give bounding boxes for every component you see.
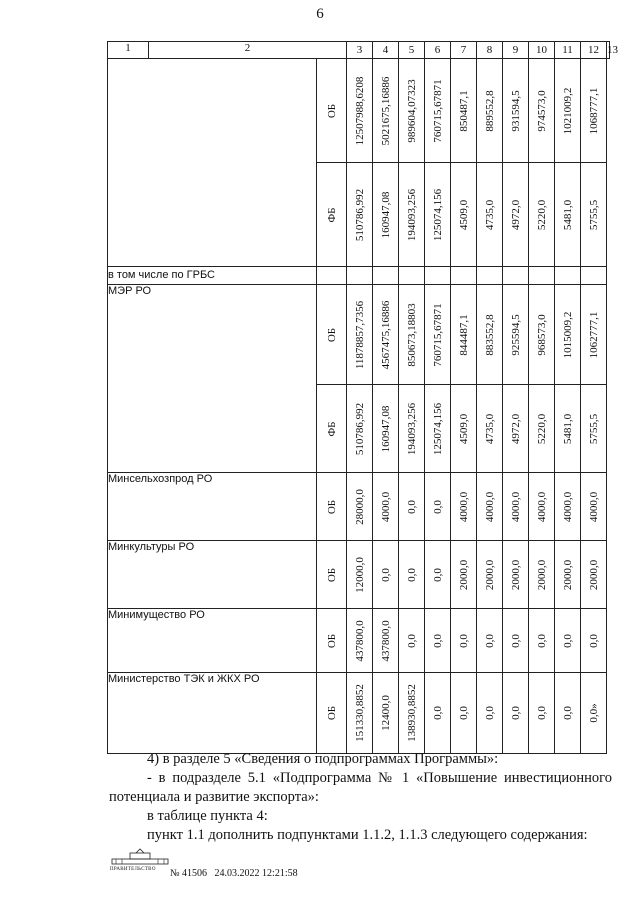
value-cell-col-12 — [555, 541, 581, 609]
minimush-name: Минимущество РО — [108, 609, 317, 673]
header-col-4: 4 — [373, 42, 399, 59]
budget-code-cell-text: ОБ — [325, 499, 338, 514]
value-cell-col-12 — [555, 673, 581, 754]
value-cell-col-8-text: 4509,0 — [457, 199, 470, 230]
value-cell-col-4-text: 12000,0 — [353, 556, 366, 593]
value-cell-col-4-text: 510786,992 — [353, 188, 366, 241]
value-cell-col-7 — [425, 609, 451, 673]
government-building-icon — [110, 849, 170, 867]
value-cell-col-7-text: 125074,156 — [431, 402, 444, 455]
value-cell-col-10-text: 931594,5 — [509, 89, 522, 132]
value-cell-col-4-text: 510786,992 — [353, 402, 366, 455]
value-cell-col-13-text: 2000,0 — [587, 559, 600, 590]
value-cell-col-10-text: 925594,5 — [509, 313, 522, 356]
value-cell-col-8-text: 850487,1 — [457, 89, 470, 132]
value-cell-col-8-text: 0,0 — [457, 706, 470, 720]
budget-code-cell — [317, 163, 347, 267]
value-cell-col-6 — [399, 59, 425, 163]
minselhoz-row — [108, 473, 610, 541]
value-cell-col-13 — [581, 473, 607, 541]
total-ob-row — [108, 59, 610, 163]
value-cell-col-8-text: 4000,0 — [457, 491, 470, 522]
value-cell-col-6-text: 0,0 — [405, 633, 418, 648]
value-cell-col-9-text: 4735,0 — [483, 199, 496, 230]
value-cell-col-5-text: 5021675,16886 — [379, 76, 392, 145]
value-cell-col-11 — [529, 385, 555, 473]
logo-caption: ПРАВИТЕЛЬСТВО — [110, 867, 156, 872]
value-cell-col-10-text: 0,0 — [509, 633, 522, 648]
budget-code-cell — [317, 59, 347, 163]
value-cell-col-5-text: 0,0 — [379, 567, 392, 582]
value-cell-col-12-text: 0,0 — [561, 633, 574, 648]
value-cell-col-12-text: 4000,0 — [561, 491, 574, 522]
value-cell-col-11-text: 974573,0 — [535, 89, 548, 132]
value-cell-col-13-text: 1068777,1 — [587, 87, 600, 134]
value-cell-col-5 — [373, 385, 399, 473]
value-cell-col-13-text: 5755,5 — [587, 199, 600, 230]
value-cell-col-6-text: 850673,18803 — [405, 302, 418, 367]
value-cell-col-12 — [555, 163, 581, 267]
value-cell-col-13 — [581, 163, 607, 267]
value-cell-col-9-text: 0,0 — [483, 633, 496, 648]
value-cell-col-11 — [529, 673, 555, 754]
value-cell-col-12-text: 5481,0 — [561, 413, 574, 444]
budget-code-cell — [317, 673, 347, 754]
value-cell-col-8-text: 844487,1 — [457, 313, 470, 356]
document-stamp — [170, 868, 298, 879]
value-cell-col-6 — [399, 285, 425, 385]
minkult-name: Минкультуры РО — [108, 541, 317, 609]
value-cell-col-10-text: 0,0 — [509, 706, 522, 720]
value-cell-col-7-text: 760715,67871 — [431, 78, 444, 143]
value-cell-col-12 — [555, 473, 581, 541]
value-cell-col-11-text: 5220,0 — [535, 199, 548, 230]
value-cell-col-7-text: 0,0 — [431, 499, 444, 514]
header-col-8: 8 — [477, 42, 503, 59]
value-cell-col-7-text: 125074,156 — [431, 188, 444, 241]
value-cell-col-11 — [529, 609, 555, 673]
value-cell-col-6-text: 989604,07323 — [405, 78, 418, 143]
value-cell-col-13-text: 1062777,1 — [587, 311, 600, 358]
value-cell-col-12-text: 5481,0 — [561, 199, 574, 230]
value-cell-col-9 — [477, 163, 503, 267]
value-cell-col-10-text: 4972,0 — [509, 413, 522, 444]
value-cell-col-12-text: 2000,0 — [561, 559, 574, 590]
value-cell-col-5-text: 160947,08 — [379, 191, 392, 238]
value-cell-col-9-text: 889552,8 — [483, 89, 496, 132]
header-col-7: 7 — [451, 42, 477, 59]
budget-code-cell — [317, 385, 347, 473]
mintek-row — [108, 673, 610, 754]
value-cell-col-11 — [529, 163, 555, 267]
value-cell-col-7-text: 0,0 — [431, 567, 444, 582]
value-cell-col-5-text: 12400,0 — [379, 695, 392, 731]
value-cell-col-9 — [477, 473, 503, 541]
header-col-2: 2 — [244, 42, 251, 54]
value-cell-col-4 — [347, 385, 373, 473]
value-cell-col-5 — [373, 541, 399, 609]
header-col-12: 12 — [581, 42, 607, 59]
value-cell-col-9-text: 4000,0 — [483, 491, 496, 522]
paragraph-3: в таблице пункта 4: — [147, 808, 268, 824]
budget-table — [107, 41, 618, 754]
value-cell-col-5 — [373, 673, 399, 754]
grbs-row — [108, 267, 610, 285]
value-cell-col-4-text: 151330,8852 — [353, 684, 366, 742]
value-cell-col-8-text: 2000,0 — [457, 559, 470, 590]
value-cell-col-10-text: 4972,0 — [509, 199, 522, 230]
value-cell-col-13 — [581, 541, 607, 609]
paragraph-2: - в подразделе 5.1 «Подпрограмма № 1 «Повышение инвестиционного потенциала и развитие экспорта»: — [109, 770, 612, 805]
value-cell-col-4 — [347, 473, 373, 541]
total-name-cell — [108, 59, 317, 267]
value-cell-col-13 — [581, 385, 607, 473]
value-cell-col-6 — [399, 473, 425, 541]
value-cell-col-5-text: 160947,08 — [379, 405, 392, 452]
header-col-1: 1 — [108, 42, 149, 58]
value-cell-col-12-text: 1015009,2 — [561, 311, 574, 358]
value-cell-col-9-text: 2000,0 — [483, 559, 496, 590]
budget-code-cell-text: ОБ — [325, 705, 338, 721]
value-cell-col-7 — [425, 673, 451, 754]
value-cell-col-9 — [477, 673, 503, 754]
value-cell-col-7 — [425, 59, 451, 163]
value-cell-col-13-text: 0,0» — [587, 703, 600, 723]
value-cell-col-6-text: 138930,8852 — [405, 684, 418, 742]
minkult-row — [108, 541, 610, 609]
value-cell-col-5 — [373, 285, 399, 385]
header-row — [108, 42, 610, 59]
budget-code-cell-text: ОБ — [325, 633, 338, 648]
value-cell-col-9 — [477, 59, 503, 163]
budget-code-cell — [317, 609, 347, 673]
value-cell-col-10 — [503, 473, 529, 541]
value-cell-col-10 — [503, 285, 529, 385]
value-cell-col-10 — [503, 59, 529, 163]
value-cell-col-10-text: 2000,0 — [509, 559, 522, 590]
header-col-5: 5 — [399, 42, 425, 59]
value-cell-col-8-text: 0,0 — [457, 633, 470, 648]
value-cell-col-11-text: 968573,0 — [535, 313, 548, 356]
value-cell-col-7 — [425, 473, 451, 541]
value-cell-col-9 — [477, 609, 503, 673]
doc-date: 24.03.2022 12:21:58 — [214, 868, 298, 879]
header-col-10: 10 — [529, 42, 555, 59]
mer-name: МЭР РО — [108, 285, 317, 473]
value-cell-col-10 — [503, 609, 529, 673]
value-cell-col-13 — [581, 285, 607, 385]
value-cell-col-13-text: 0,0 — [587, 633, 600, 648]
grbs-label: в том числе по ГРБС — [108, 267, 317, 285]
minimush-row — [108, 609, 610, 673]
value-cell-col-8 — [451, 163, 477, 267]
header-col-13: 13 — [607, 42, 610, 59]
value-cell-col-9 — [477, 541, 503, 609]
mer-ob-row — [108, 285, 610, 385]
value-cell-col-12 — [555, 285, 581, 385]
value-cell-col-6 — [399, 541, 425, 609]
value-cell-col-8 — [451, 285, 477, 385]
mintek-name: Министерство ТЭК и ЖКХ РО — [108, 673, 317, 754]
value-cell-col-11 — [529, 285, 555, 385]
value-cell-col-7 — [425, 163, 451, 267]
value-cell-col-12 — [555, 59, 581, 163]
value-cell-col-9-text: 4735,0 — [483, 413, 496, 444]
value-cell-col-7 — [425, 285, 451, 385]
value-cell-col-10 — [503, 163, 529, 267]
value-cell-col-5 — [373, 59, 399, 163]
value-cell-col-6-text: 194093,256 — [405, 402, 418, 455]
value-cell-col-4-text: 12507988,6208 — [353, 76, 366, 145]
value-cell-col-4-text: 28000,0 — [353, 488, 366, 525]
value-cell-col-12 — [555, 609, 581, 673]
value-cell-col-7 — [425, 541, 451, 609]
value-cell-col-10 — [503, 673, 529, 754]
value-cell-col-9 — [477, 385, 503, 473]
paragraph-1: 4) в разделе 5 «Сведения о подпрограммах Программы»: — [147, 751, 499, 767]
minselhoz-name: Минсельхозпрод РО — [108, 473, 317, 541]
value-cell-col-5 — [373, 609, 399, 673]
value-cell-col-8 — [451, 541, 477, 609]
value-cell-col-8 — [451, 385, 477, 473]
value-cell-col-7-text: 0,0 — [431, 633, 444, 648]
value-cell-col-4 — [347, 285, 373, 385]
value-cell-col-6-text: 0,0 — [405, 567, 418, 582]
page-number: 6 — [316, 6, 324, 22]
value-cell-col-6-text: 194093,256 — [405, 188, 418, 241]
value-cell-col-10 — [503, 541, 529, 609]
header-col-6: 6 — [425, 42, 451, 59]
value-cell-col-4 — [347, 59, 373, 163]
value-cell-col-11-text: 5220,0 — [535, 413, 548, 444]
value-cell-col-12-text: 1021009,2 — [561, 87, 574, 134]
value-cell-col-4-text: 11878857,7356 — [353, 300, 366, 369]
value-cell-col-10 — [503, 385, 529, 473]
value-cell-col-9-text: 0,0 — [483, 706, 496, 720]
value-cell-col-7 — [425, 385, 451, 473]
budget-code-cell — [317, 541, 347, 609]
value-cell-col-7-text: 0,0 — [431, 706, 444, 720]
value-cell-col-4 — [347, 609, 373, 673]
header-col-9: 9 — [503, 42, 529, 59]
value-cell-col-13-text: 4000,0 — [587, 491, 600, 522]
value-cell-col-6 — [399, 163, 425, 267]
value-cell-col-9 — [477, 285, 503, 385]
value-cell-col-5-text: 437800,0 — [379, 619, 392, 662]
value-cell-col-6 — [399, 385, 425, 473]
value-cell-col-11-text: 4000,0 — [535, 491, 548, 522]
budget-code-cell — [317, 285, 347, 385]
budget-code-cell — [317, 473, 347, 541]
body-text — [109, 750, 612, 845]
value-cell-col-4-text: 437800,0 — [353, 619, 366, 662]
value-cell-col-13 — [581, 609, 607, 673]
doc-number: № 41506 — [170, 868, 208, 879]
value-cell-col-11 — [529, 541, 555, 609]
value-cell-col-12-text: 0,0 — [561, 706, 574, 720]
budget-code-cell-text: ОБ — [325, 103, 338, 118]
value-cell-col-13-text: 5755,5 — [587, 413, 600, 444]
value-cell-col-6-text: 0,0 — [405, 499, 418, 514]
paragraph-4: пункт 1.1 дополнить подпунктами 1.1.2, 1.1.3 следующего содержания: — [147, 827, 588, 843]
budget-code-cell-text: ФБ — [325, 206, 338, 223]
value-cell-col-11-text: 2000,0 — [535, 559, 548, 590]
value-cell-col-8 — [451, 609, 477, 673]
value-cell-col-8 — [451, 59, 477, 163]
value-cell-col-5-text: 4567475,16886 — [379, 300, 392, 369]
government-logo — [110, 849, 170, 872]
budget-code-cell-text: ОБ — [325, 327, 338, 342]
value-cell-col-5 — [373, 163, 399, 267]
value-cell-col-8 — [451, 473, 477, 541]
budget-code-cell-text: ОБ — [325, 567, 338, 582]
value-cell-col-11 — [529, 59, 555, 163]
value-cell-col-8 — [451, 673, 477, 754]
value-cell-col-11-text: 0,0 — [535, 706, 548, 720]
value-cell-col-13 — [581, 673, 607, 754]
value-cell-col-13 — [581, 59, 607, 163]
value-cell-col-8-text: 4509,0 — [457, 413, 470, 444]
value-cell-col-6 — [399, 609, 425, 673]
value-cell-col-7-text: 760715,67871 — [431, 302, 444, 367]
header-col-11: 11 — [555, 42, 581, 59]
value-cell-col-11 — [529, 473, 555, 541]
value-cell-col-4 — [347, 163, 373, 267]
value-cell-col-10-text: 4000,0 — [509, 491, 522, 522]
value-cell-col-12 — [555, 385, 581, 473]
value-cell-col-5 — [373, 473, 399, 541]
value-cell-col-6 — [399, 673, 425, 754]
value-cell-col-9-text: 883552,8 — [483, 313, 496, 356]
header-col-3: 3 — [347, 42, 373, 59]
value-cell-col-4 — [347, 541, 373, 609]
budget-code-cell-text: ФБ — [325, 420, 338, 437]
value-cell-col-11-text: 0,0 — [535, 633, 548, 648]
value-cell-col-5-text: 4000,0 — [379, 491, 392, 522]
value-cell-col-4 — [347, 673, 373, 754]
